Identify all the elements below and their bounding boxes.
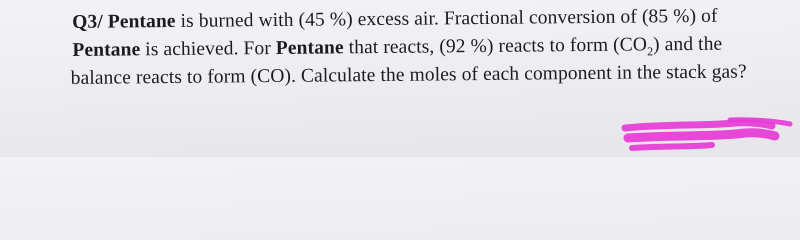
question-number: Q3/ xyxy=(72,11,103,33)
line-1-text: is burned with (45 %) excess air. Fractional conversion of (85 %) of xyxy=(175,5,718,32)
line-2-middle: is achieved. For xyxy=(140,37,276,61)
question-line-1 xyxy=(72,6,718,34)
co2-subscript: 2 xyxy=(647,44,654,59)
line-2-text: that reacts, (92 %) reacts to form (CO xyxy=(343,34,648,59)
redaction-stroke-4 xyxy=(730,120,790,124)
question-text xyxy=(66,0,786,89)
question-line-3 xyxy=(71,61,747,89)
redaction-stroke-2 xyxy=(628,133,775,138)
redaction-stroke-3 xyxy=(632,145,712,148)
subject-pentane-3: Pentane xyxy=(275,37,344,59)
question-line-2 xyxy=(72,34,722,65)
line-2-end: ) and the xyxy=(653,33,723,56)
subject-pentane: Pentane xyxy=(107,10,176,33)
redaction-stroke-1 xyxy=(625,123,772,128)
line-3-text: balance reacts to form (CO). Calculate the moles of each component in the stack gas? xyxy=(70,61,747,89)
subject-pentane-2: Pentane xyxy=(72,39,141,61)
